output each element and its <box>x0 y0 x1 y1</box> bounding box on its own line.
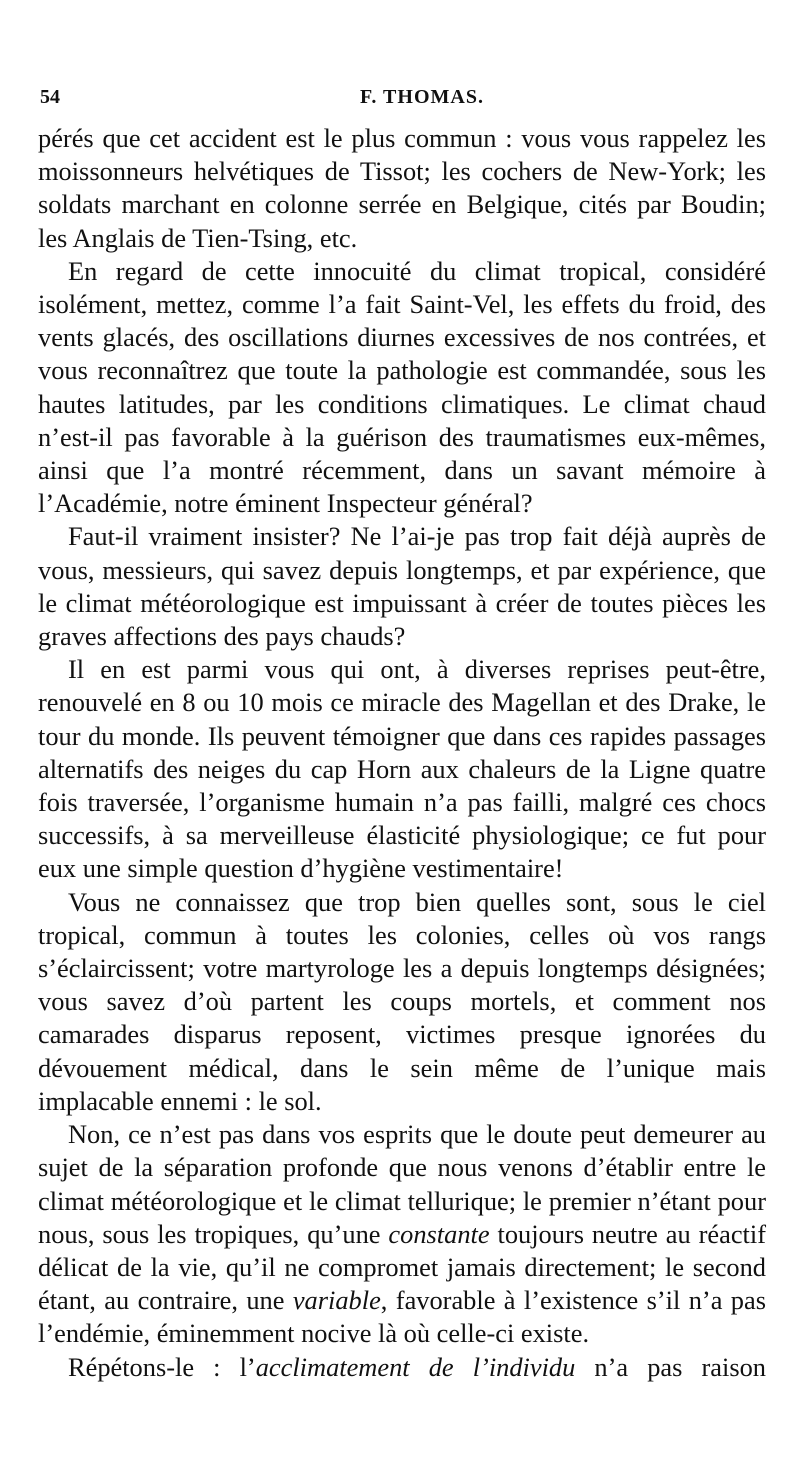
text-segment: , favorable à l’existence s’il n’a pas l’endémie, éminemment nocive là où celle-ci existe. <box>38 1285 766 1349</box>
body-text <box>38 122 766 1384</box>
book-page <box>38 86 766 1384</box>
text-segment: n’a pas raison <box>575 1351 766 1382</box>
text-segment: Il en est parmi vous qui ont, à diverses reprises peut-être, renouvelé en 8 ou 10 mois ce miracle des Magellan et des Drake, le tour du monde. Ils peuvent témoigner que dans ces rapides passages alternatifs des neiges du cap Horn aux chaleurs de la Ligne quatre fois traversée, l’organisme humain n’a pas failli, malgré ces chocs successifs, à sa merveilleuse élasticité physiologique; ce fut pour eux une simple question d’hygiène vestimentaire! <box>38 654 766 884</box>
text-segment: Non, ce n’est pas dans vos esprits que le doute peut demeurer au sujet de la séparation profonde que nous venons d’établir entre le climat météorologique et le climat tellurique; le premier n’étant pour nous, sous les tropiques, qu’une <box>38 1119 766 1249</box>
text-segment: Vous ne connaissez que trop bien quelles sont, sous le ciel tropical, commun à toutes les colonies, celles où vos rangs s’éclaircissent; votre martyrologe les a depuis longtemps désignées; vous savez d’où partent les coups mortels, et comment nos camarades disparus reposent, victimes presque ignorées du dévouement médical, dans le sein même de l’unique mais implacable ennemi : le sol. <box>38 886 766 1116</box>
text-segment: Faut-il vraiment insister? Ne l’ai-je pas trop fait déjà auprès de vous, messieurs, qui savez depuis longtemps, et par expérience, que le climat météorologique est impuissant à créer de toutes pièces les graves affections des pays chauds? <box>38 521 766 652</box>
paragraph <box>38 255 766 521</box>
italic-segment: acclimatement de l’individu <box>255 1351 576 1382</box>
running-head: F. THOMAS. <box>360 86 484 108</box>
italic-segment: variable <box>292 1285 381 1316</box>
text-segment: pérés que cet accident est le plus commun : vous vous rappelez les moissonneurs helvétiques de Tissot; les cochers de New-York; les soldats marchant en colonne serrée en Belgique, cités par Boudin; les Anglais de Tien-Tsing, etc. <box>38 123 766 253</box>
text-segment: En regard de cette innocuité du climat tropical, considéré isolément, mettez, comme l’a fait Saint-Vel, les effets du froid, des vents glacés, des oscillations diurnes excessives de nos contrées, et vous reconnaîtrez que toute la pathologie est commandée, sous les hautes latitudes, par les conditions climatiques. Le climat chaud n’est-il pas favorable à la guérison des traumatismes eux-mêmes, ainsi que l’a montré récemment, dans un savant mémoire à l’Académie, notre éminent Inspecteur général? <box>38 255 766 519</box>
paragraph <box>38 653 766 885</box>
text-segment: Répétons-le : l’ <box>68 1351 256 1382</box>
page-header <box>38 86 766 122</box>
paragraph <box>38 1351 766 1384</box>
italic-segment: constante <box>388 1218 490 1249</box>
text-segment: toujours neutre au réactif délicat de la vie, qu’il ne compromet jamais directement; le second étant, au contraire, une <box>38 1218 766 1316</box>
paragraph <box>38 520 766 653</box>
paragraph <box>38 122 766 255</box>
paragraph <box>38 1118 766 1350</box>
page-number: 54 <box>40 86 60 108</box>
paragraph <box>38 886 766 1118</box>
